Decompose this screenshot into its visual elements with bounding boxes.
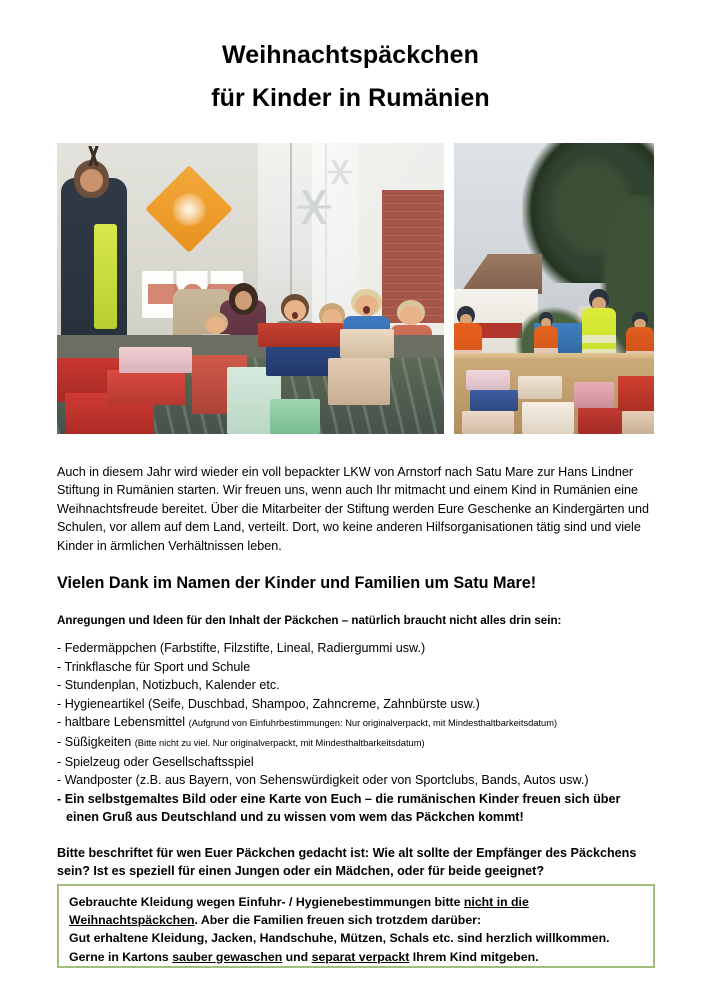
snowflake-decoration — [328, 160, 352, 184]
clothing-box-text: Gebrauchte Kleidung wegen Einfuhr- / Hygienebestimmungen bitte — [69, 895, 464, 909]
gift-package — [470, 390, 518, 410]
gift-package — [258, 323, 343, 346]
list-item-text: - haltbare Lebensmittel — [57, 715, 186, 730]
list-item-text: - Süßigkeiten — [57, 734, 132, 749]
gift-package — [518, 376, 562, 399]
list-item — [57, 771, 662, 790]
page-title — [0, 38, 701, 115]
photo-truck-loading — [454, 143, 654, 434]
list-item-text: - Spielzeug oder Gesellschaftsspiel — [57, 754, 254, 769]
list-item-text: - Hygieneartikel (Seife, Duschbad, Shampoo, Zahncreme, Zahnbürste usw.) — [57, 696, 480, 711]
list-item — [57, 676, 662, 695]
gift-package — [462, 411, 514, 434]
thanks-heading: Vielen Dank im Namen der Kinder und Familien um Satu Mare! — [57, 574, 537, 593]
used-clothing-box — [57, 884, 655, 968]
intro-paragraph: Auch in diesem Jahr wird wieder ein voll bepackter LKW von Arnstorf nach Satu Mare zur Hans Lindner Stiftung in Rumänien starten. Wir freuen uns, wenn auch Ihr mitmacht und einem Kind in Rumänien eine Weihnachtsfreude bereitet. Über die Mitarbeiter der Stiftung werden Eure Geschenke an Kindergärten und Schulen, vor allem auf dem Land, verteilt. Dort, wo keine anderen Hilfsorganisationen tätig sind und viele Kinder in ärmlichen Verhältnissen leben. — [57, 464, 650, 553]
title-line-2: für Kinder in Rumänien — [211, 84, 490, 112]
list-item-text: - Ein selbstgemaltes Bild oder eine Karte von Euch – die rumänischen Kinder freuen sich über — [57, 791, 621, 806]
list-item — [57, 695, 662, 714]
ideas-heading: Anregungen und Ideen für den Inhalt der Päckchen – natürlich braucht nicht alles drin sein: — [57, 613, 562, 627]
clothing-box-text: . Aber die Familien freuen sich trotzdem darüber: — [194, 913, 482, 928]
clothing-box-underlined: Weihnachtspäckchen — [69, 913, 195, 928]
list-item — [57, 790, 662, 827]
list-item-note: (Bitte nicht zu viel. Nur originalverpackt, mit Mindesthaltbarkeitsdatum) — [134, 737, 425, 748]
list-item-text: - Stundenplan, Notizbuch, Kalender etc. — [57, 678, 280, 693]
clothing-box-underlined: nicht in die — [463, 895, 529, 909]
list-item — [57, 733, 662, 753]
gift-package — [340, 329, 394, 358]
list-item-text: - Federmäppchen (Farbstifte, Filzstifte, Lineal, Radiergummi usw.) — [57, 641, 426, 655]
gift-package — [578, 408, 622, 434]
labelling-note: Bitte beschriftet für wen Euer Päckchen gedacht ist: Wie alt sollte der Empfänger des Päckchens sein? Ist es speziell für einen Jungen oder ein Mädchen, oder für beide geeignet? — [57, 845, 637, 879]
gift-package — [119, 347, 193, 373]
gift-package — [574, 382, 614, 408]
clothing-box-underlined: separat verpackt — [311, 949, 410, 964]
list-item-text: - Wandposter (z.B. aus Bayern, von Sehenswürdigkeit oder von Sportclubs, Bands, Autos usw.) — [57, 773, 589, 788]
gift-package — [622, 411, 654, 434]
hi-vis-vest — [94, 224, 117, 329]
gift-package — [270, 399, 320, 434]
list-item — [57, 658, 662, 677]
list-item-text: - Trinkflasche für Sport und Schule — [57, 659, 251, 674]
antler-headband — [76, 146, 111, 166]
clothing-box-line-4 — [69, 948, 643, 966]
clothing-box-text: Gerne in Kartons — [69, 949, 173, 964]
photo-row — [57, 143, 654, 434]
clothing-box-line-1 — [69, 893, 643, 911]
list-item — [57, 713, 662, 733]
list-item-note: (Aufgrund von Einfuhrbestimmungen: Nur originalverpackt, mit Mindesthaltbarkeitsdatum) — [188, 718, 558, 729]
list-item-continuation: einen Gruß aus Deutschland und zu wissen vom wem das Päckchen kommt! — [66, 810, 524, 825]
list-item — [57, 639, 662, 658]
gift-package — [107, 370, 184, 405]
gift-package — [466, 370, 510, 390]
title-line-1: Weihnachtspäckchen — [222, 41, 479, 69]
clothing-box-line-2 — [69, 911, 643, 929]
photo-kindergarten — [57, 143, 444, 434]
snowflake-decoration — [297, 190, 331, 224]
suggestion-list — [57, 639, 662, 827]
gift-package — [618, 376, 654, 411]
gift-package — [328, 358, 390, 405]
clothing-box-text: Ihrem Kind mitgeben. — [409, 949, 539, 964]
clothing-box-text: und — [282, 949, 312, 964]
clothing-box-underlined: sauber gewaschen — [172, 949, 283, 964]
clothing-box-line-3: Gut erhaltene Kleidung, Jacken, Handschuhe, Mützen, Schals etc. sind herzlich willkommen. — [69, 931, 610, 946]
gift-package — [522, 402, 574, 434]
list-item — [57, 753, 662, 772]
